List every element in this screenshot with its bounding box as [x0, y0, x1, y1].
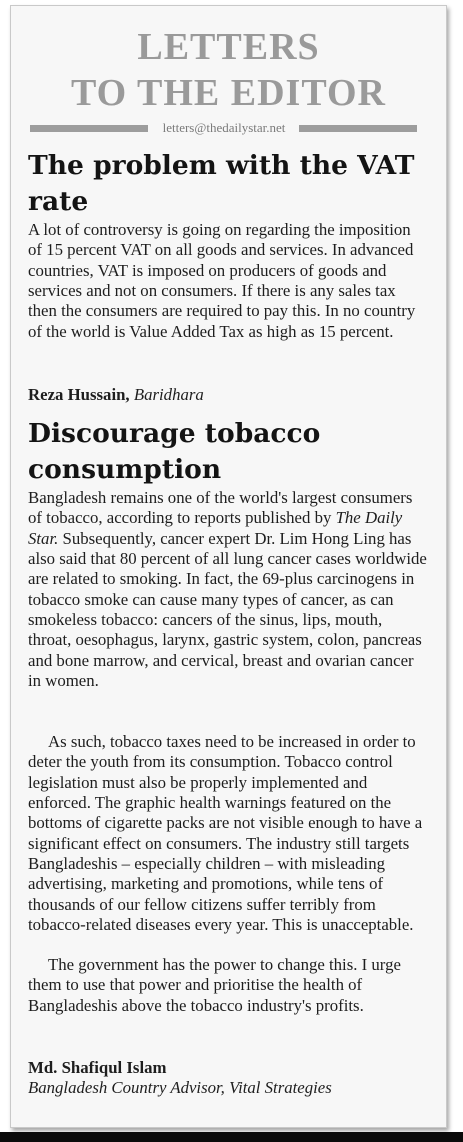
letter-signature	[28, 385, 428, 405]
author-affiliation: Bangladesh Country Advisor, Vital Strategies	[28, 1078, 332, 1097]
divider-left	[30, 125, 148, 132]
letter-title: Discourage tobacco consumption	[28, 418, 321, 485]
bottom-edge-bar	[0, 1132, 463, 1142]
publication-name: The Daily Star.	[28, 508, 403, 548]
letter-paragraph: A lot of controversy is going on regarding the imposition of 15 percent VAT on all goods and services. In advanced countries, VAT is imposed on producers of goods and services and not on consumers. If there is any sales tax then the consumers are required to pay this. In no country of the world is Value Added Tax as high as 15 percent.	[28, 220, 416, 341]
author-location: Baridhara	[133, 385, 204, 404]
letter-paragraph	[28, 488, 428, 691]
letter-paragraph: The government has the power to change this. I urge them to use that power and prioritise the health of Bangladeshis above the tobacco industry's profits.	[28, 955, 401, 1015]
letter-title: The problem with the VAT rate	[28, 150, 415, 217]
author-name: Md. Shafiqul Islam	[28, 1058, 167, 1077]
author-name: Reza Hussain,	[28, 385, 130, 404]
editor-email-link[interactable]: letters@thedailystar.net	[162, 120, 286, 135]
divider-right	[299, 125, 417, 132]
section-heading-line2: TO THE EDITOR	[70, 72, 386, 114]
section-heading-line1: LETTERS	[137, 26, 320, 68]
paragraph-text: Subsequently, cancer expert Dr. Lim Hong Ling has also said that 80 percent of all lung cancer cases worldwide are related to smoking. In fact, the 69-plus carcinogens in tobacco smoke can cause many types of cancer, as can smokeless tobacco: cancers of the sinus, lips, mouth, throat, oesophagus, larynx, gastric system, colon, pancreas and bone marrow, and cervical, breast and ovarian cancer in women.	[28, 528, 427, 691]
letter-paragraph: As such, tobacco taxes need to be increased in order to deter the youth from its consumption. Tobacco control legislation must also be properly implemented and enforced. The graphic health warnings featured on the bottoms of cigarette packs are not visible enough to have a significant effect on consumers. The industry still targets Bangladeshis – especially children – with misleading advertising, marketing and promotions, while tens of thousands of our fellow citizens suffer terribly from tobacco-related diseases every year. This is unacceptable.	[28, 732, 423, 935]
paragraph-text: Bangladesh remains one of the world's largest consumers of tobacco, according to reports published by	[28, 488, 413, 528]
